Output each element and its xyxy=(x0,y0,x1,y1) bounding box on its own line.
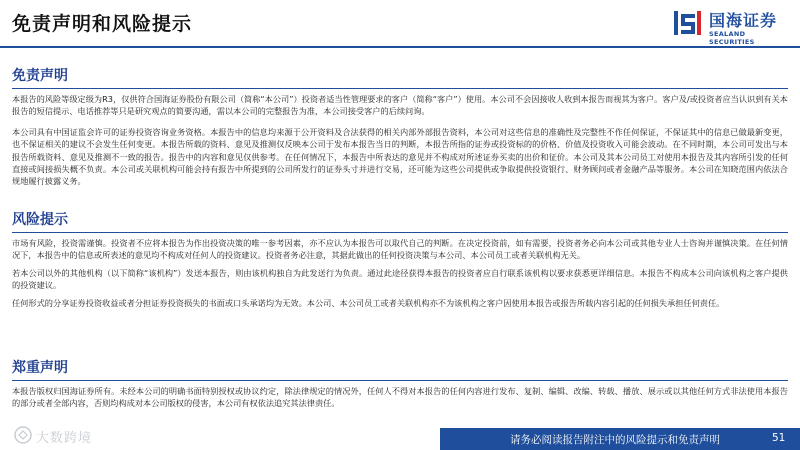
logo-english-name: SEALAND SECURITIES xyxy=(709,30,755,46)
notice-divider xyxy=(12,380,788,381)
risk-section xyxy=(12,210,788,314)
notice-title: 郑重声明 xyxy=(12,360,68,376)
footer-disclaimer-text: 请务必阅读报告附注中的风险提示和免责声明 xyxy=(510,434,720,446)
disclaimer-divider xyxy=(12,88,788,89)
notice-paragraph: 本报告版权归国海证券所有。未经本公司的明确书面特别授权或协议约定，除法律规定的情况外，任何人不得对本报告的任何内容进行发布、复制、编辑、改编、转载、播放、展示或以其他任何方式非法使用本报告的部分或者全部内容，否则均构成对本公司版权的侵害，本公司有权依法追究其法律责任。 xyxy=(12,386,788,409)
watermark-text: 大数跨境 xyxy=(36,431,93,446)
page-title: 免责声明和风险提示 xyxy=(12,13,193,35)
disclaimer-paragraph: 本报告的风险等级定级为R3，仅供符合国海证券股份有限公司（简称“本公司”）投资者适当性管理要求的客户（简称“客户”）使用。本公司不会因接收人收到本报告而视其为客户。客户及/或投资者应当认识到有关本报告的短信提示、电话推荐等只是研究观点的简要沟通，需以本公司的完整报告为准，本公司接受客户的后续问询。 xyxy=(12,94,788,117)
page-header xyxy=(0,0,800,50)
logo-chinese-name: 国海证券 xyxy=(709,11,778,30)
company-logo xyxy=(673,6,793,44)
page-footer xyxy=(0,428,800,450)
notice-section xyxy=(12,358,788,415)
page-number: 51 xyxy=(772,432,786,444)
sealand-logo-icon xyxy=(673,8,703,38)
header-divider xyxy=(0,46,800,48)
risk-paragraph: 任何形式的分享证券投资收益或者分担证券投资损失的书面或口头承诺均为无效。本公司、本公司员工或者关联机构亦不为该机构之客户因使用本报告或报告所载内容引起的任何损失承担任何责任。 xyxy=(12,297,725,308)
risk-paragraph: 若本公司以外的其他机构（以下简称“该机构”）发送本报告，则由该机构独自为此发送行为负责。通过此途径获得本报告的投资者应自行联系该机构以要求获悉更详细信息。本报告不构成本公司向该机构之客户提供的投资建议。 xyxy=(12,267,788,291)
risk-paragraph: 市场有风险，投资需谨慎。投资者不应将本报告为作出投资决策的唯一参考因素，亦不应认为本报告可以取代自己的判断。在决定投资前，如有需要，投资者务必向本公司或其他专业人士咨询并谨慎决策。在任何情况下，本报告中的信息或所表述的意见均不构成对任何人的投资建议。投资者务必注意，其据此做出的任何投资决策与本公司、本公司员工或者关联机构无关。 xyxy=(12,238,788,261)
risk-divider xyxy=(12,232,788,233)
disclaimer-title: 免责声明 xyxy=(12,68,68,84)
disclaimer-paragraph: 本公司具有中国证监会许可的证券投资咨询业务资格。本报告中的信息均来源于公开资料及合法获得的相关内部外部报告资料，本公司对这些信息的准确性及完整性不作任何保证，不保证其中的信息已做最新变更，也不保证相关的建议不会发生任何变更。本报告所载的资料、意见及推测仅反映本公司于发布本报告当日的判断，本报告所指的证券或投资标的的价格、价值及投资收入可能会波动。在不同时期，本公司可发出与本报告所载资料、意见及推测不一致的报告。报告中的内容和意见仅供参考。在任何情况下，本报告中所表达的意见并不构成对所述证券买卖的出价和征价。本公司及其本公司员工对使用本报告及其内容所引发的任何直接或间接损失概不负责。本公司或关联机构可能会持有报告中所提到的公司所发行的证券头寸并进行交易，还可能为这些公司提供或争取提供投资银行、财务顾问或者金融产品等服务。本公司在知晓范围内依法合规地履行披露义务。 xyxy=(12,126,788,187)
risk-title: 风险提示 xyxy=(12,212,68,228)
disclaimer-section xyxy=(12,66,788,193)
